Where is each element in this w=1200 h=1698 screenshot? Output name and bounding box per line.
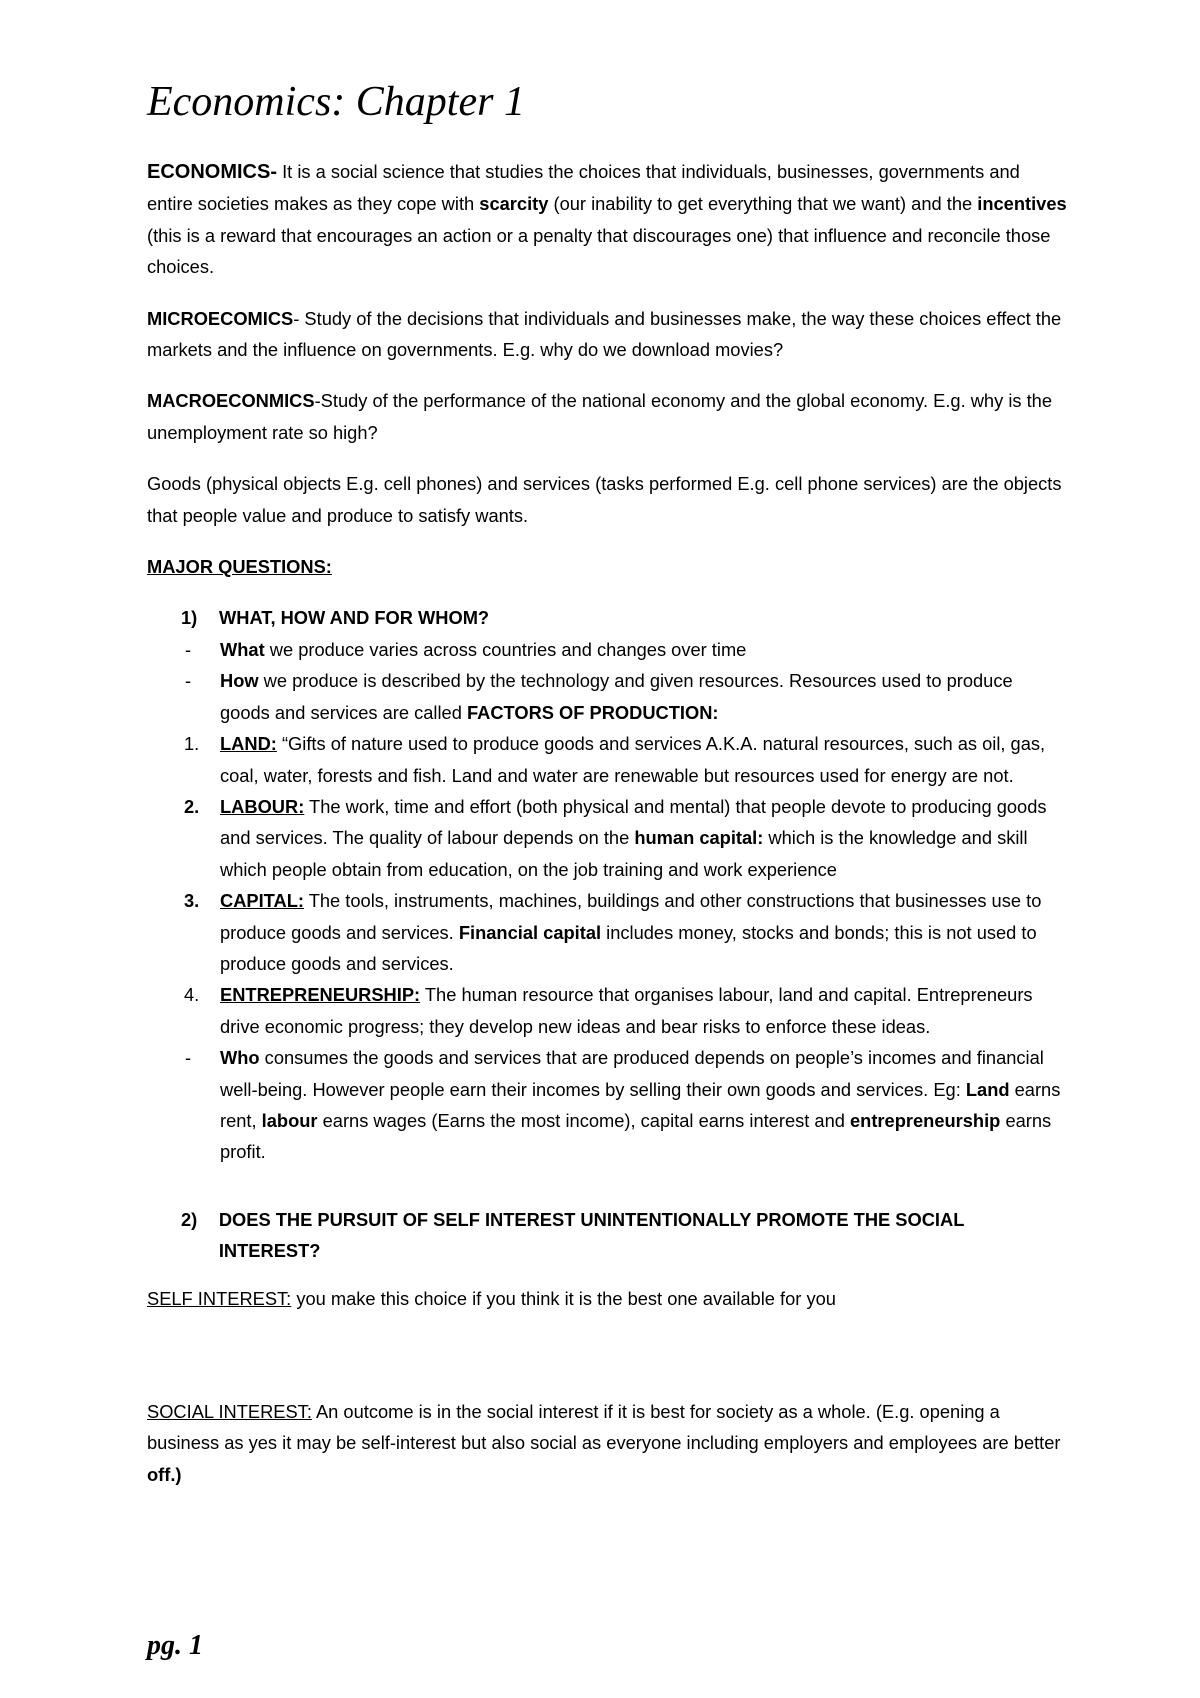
microeconomics-definition (147, 303, 1067, 366)
list-item-what (147, 634, 1067, 665)
who-text: earns profit. (220, 1109, 1052, 1163)
goods-paragraph: Goods (physical objects E.g. cell phones) and services (tasks performed E.g. cell phone services) are the objects that people value and produce to satisfy wants. (147, 473, 1062, 526)
land-term: Land (965, 1078, 1010, 1100)
question-1 (147, 602, 1067, 633)
spacer (147, 1168, 1067, 1204)
factor-text: The tools, instruments, machines, buildings and other constructions that businesses use to produce goods and services. (220, 890, 1042, 943)
who-text: earns wages (Earns the most income), capital earns interest and (317, 1109, 850, 1131)
document-body (147, 156, 1067, 1510)
factor-entrepreneurship (147, 979, 1067, 1042)
incentives-term: incentives (977, 193, 1067, 215)
factor-text: The work, time and effort (both physical and mental) that people devote to producing goods and services. The quality of labour depends on the (220, 795, 1047, 849)
labour-term: labour (261, 1109, 318, 1131)
social-interest-label: SOCIAL INTEREST: (147, 1401, 312, 1422)
who-label: Who (220, 1047, 260, 1069)
macro-term: MACROECONMICS (147, 390, 315, 412)
how-text: we produce is described by the technology and given resources. Resources used to produce goods and services are called (220, 670, 1013, 723)
economics-term: ECONOMICS- (147, 161, 277, 183)
factor-land (147, 728, 1067, 791)
factors-of-production-term: FACTORS OF PRODUCTION: (466, 701, 719, 723)
factor-text: The human resource that organises labour, land and capital. Entrepreneurs drive economic progress; they develop new ideas and bear risks to enforce these ideas. (220, 984, 1033, 1037)
question-1-number: 1) (181, 607, 198, 629)
page-title: Economics: Chapter 1 (147, 79, 525, 125)
list-item-who (147, 1042, 1067, 1168)
factor-label: CAPITAL: (220, 890, 304, 912)
macroeconomics-definition (147, 385, 1067, 448)
social-interest-definition (147, 1396, 1067, 1490)
self-interest-text: you make this choice if you think it is the best one available for you (291, 1287, 836, 1309)
factor-labour (147, 791, 1067, 885)
major-questions-heading: MAJOR QUESTIONS: (147, 556, 332, 578)
self-interest-definition (147, 1283, 1067, 1314)
self-interest-label: SELF INTEREST: (147, 1287, 292, 1309)
factor-label: LAND: (220, 733, 277, 755)
question-1-text: WHAT, HOW AND FOR WHOM? (219, 607, 490, 629)
question-2-number: 2) (181, 1208, 198, 1230)
micro-text: - Study of the decisions that individuals and businesses make, the way these choices effect the markets and the influence on governments. E.g. why do we download movies? (147, 307, 1062, 361)
dash-marker: - (185, 670, 192, 692)
spacer (147, 1334, 1067, 1396)
factor-number: 3. (184, 890, 200, 912)
factor-number: 1. (184, 733, 200, 755)
dash-marker: - (185, 638, 192, 660)
factor-capital (147, 885, 1067, 979)
social-interest-text: An outcome is in the social interest if it is best for society as a whole. (E.g. opening a business as yes it may be self-interest but also social as everyone including employers and employees are better (147, 1401, 1061, 1454)
economics-text-2: (our inability to get everything that we want) and the (548, 193, 978, 215)
factor-label: ENTREPRENEURSHIP: (220, 984, 421, 1006)
economics-definition (147, 156, 1067, 283)
factor-number: 4. (184, 984, 200, 1006)
factor-label: LABOUR: (220, 795, 305, 817)
list-item-how (147, 665, 1067, 728)
page-number: pg. 1 (147, 1630, 203, 1661)
macro-text: -Study of the performance of the national economy and the global economy. E.g. why is the unemployment rate so high? (147, 390, 1053, 443)
what-label: What (220, 638, 265, 660)
what-text: we produce varies across countries and changes over time (264, 638, 747, 660)
factor-number: 2. (184, 795, 200, 817)
economics-text-1: It is a social science that studies the choices that individuals, businesses, governments and entire societies makes as they cope with (147, 161, 1020, 215)
dash-marker: - (185, 1047, 192, 1069)
micro-term: MICROECOMICS (147, 307, 294, 329)
who-text: consumes the goods and services that are produced depends on people’s incomes and financial well-being. However people earn their incomes by selling their own goods and services. Eg: (220, 1047, 1044, 1100)
entrepreneurship-term: entrepreneurship (850, 1109, 1001, 1131)
financial-capital-term: Financial capital (458, 921, 602, 943)
who-text: earns rent, (220, 1078, 1061, 1131)
social-interest-end: off.) (147, 1463, 182, 1485)
economics-text-3: (this is a reward that encourages an action or a penalty that discourages one) that influence and reconcile those choices. (147, 224, 1051, 278)
factor-text: which is the knowledge and skill which people obtain from education, on the job training and work experience (220, 827, 1028, 880)
human-capital-term: human capital: (634, 827, 764, 849)
question-2 (147, 1204, 1067, 1267)
factor-text: includes money, stocks and bonds; this is not used to produce goods and services. (220, 921, 1037, 974)
scarcity-term: scarcity (479, 193, 549, 215)
question-2-text: DOES THE PURSUIT OF SELF INTEREST UNINTENTIONALLY PROMOTE THE SOCIAL INTEREST? (218, 1208, 965, 1262)
factor-text: “Gifts of nature used to produce goods and services A.K.A. natural resources, such as oil, gas, coal, water, forests and fish. Land and water are renewable but resources used for energy are not. (220, 733, 1046, 786)
how-label: How (220, 670, 259, 692)
